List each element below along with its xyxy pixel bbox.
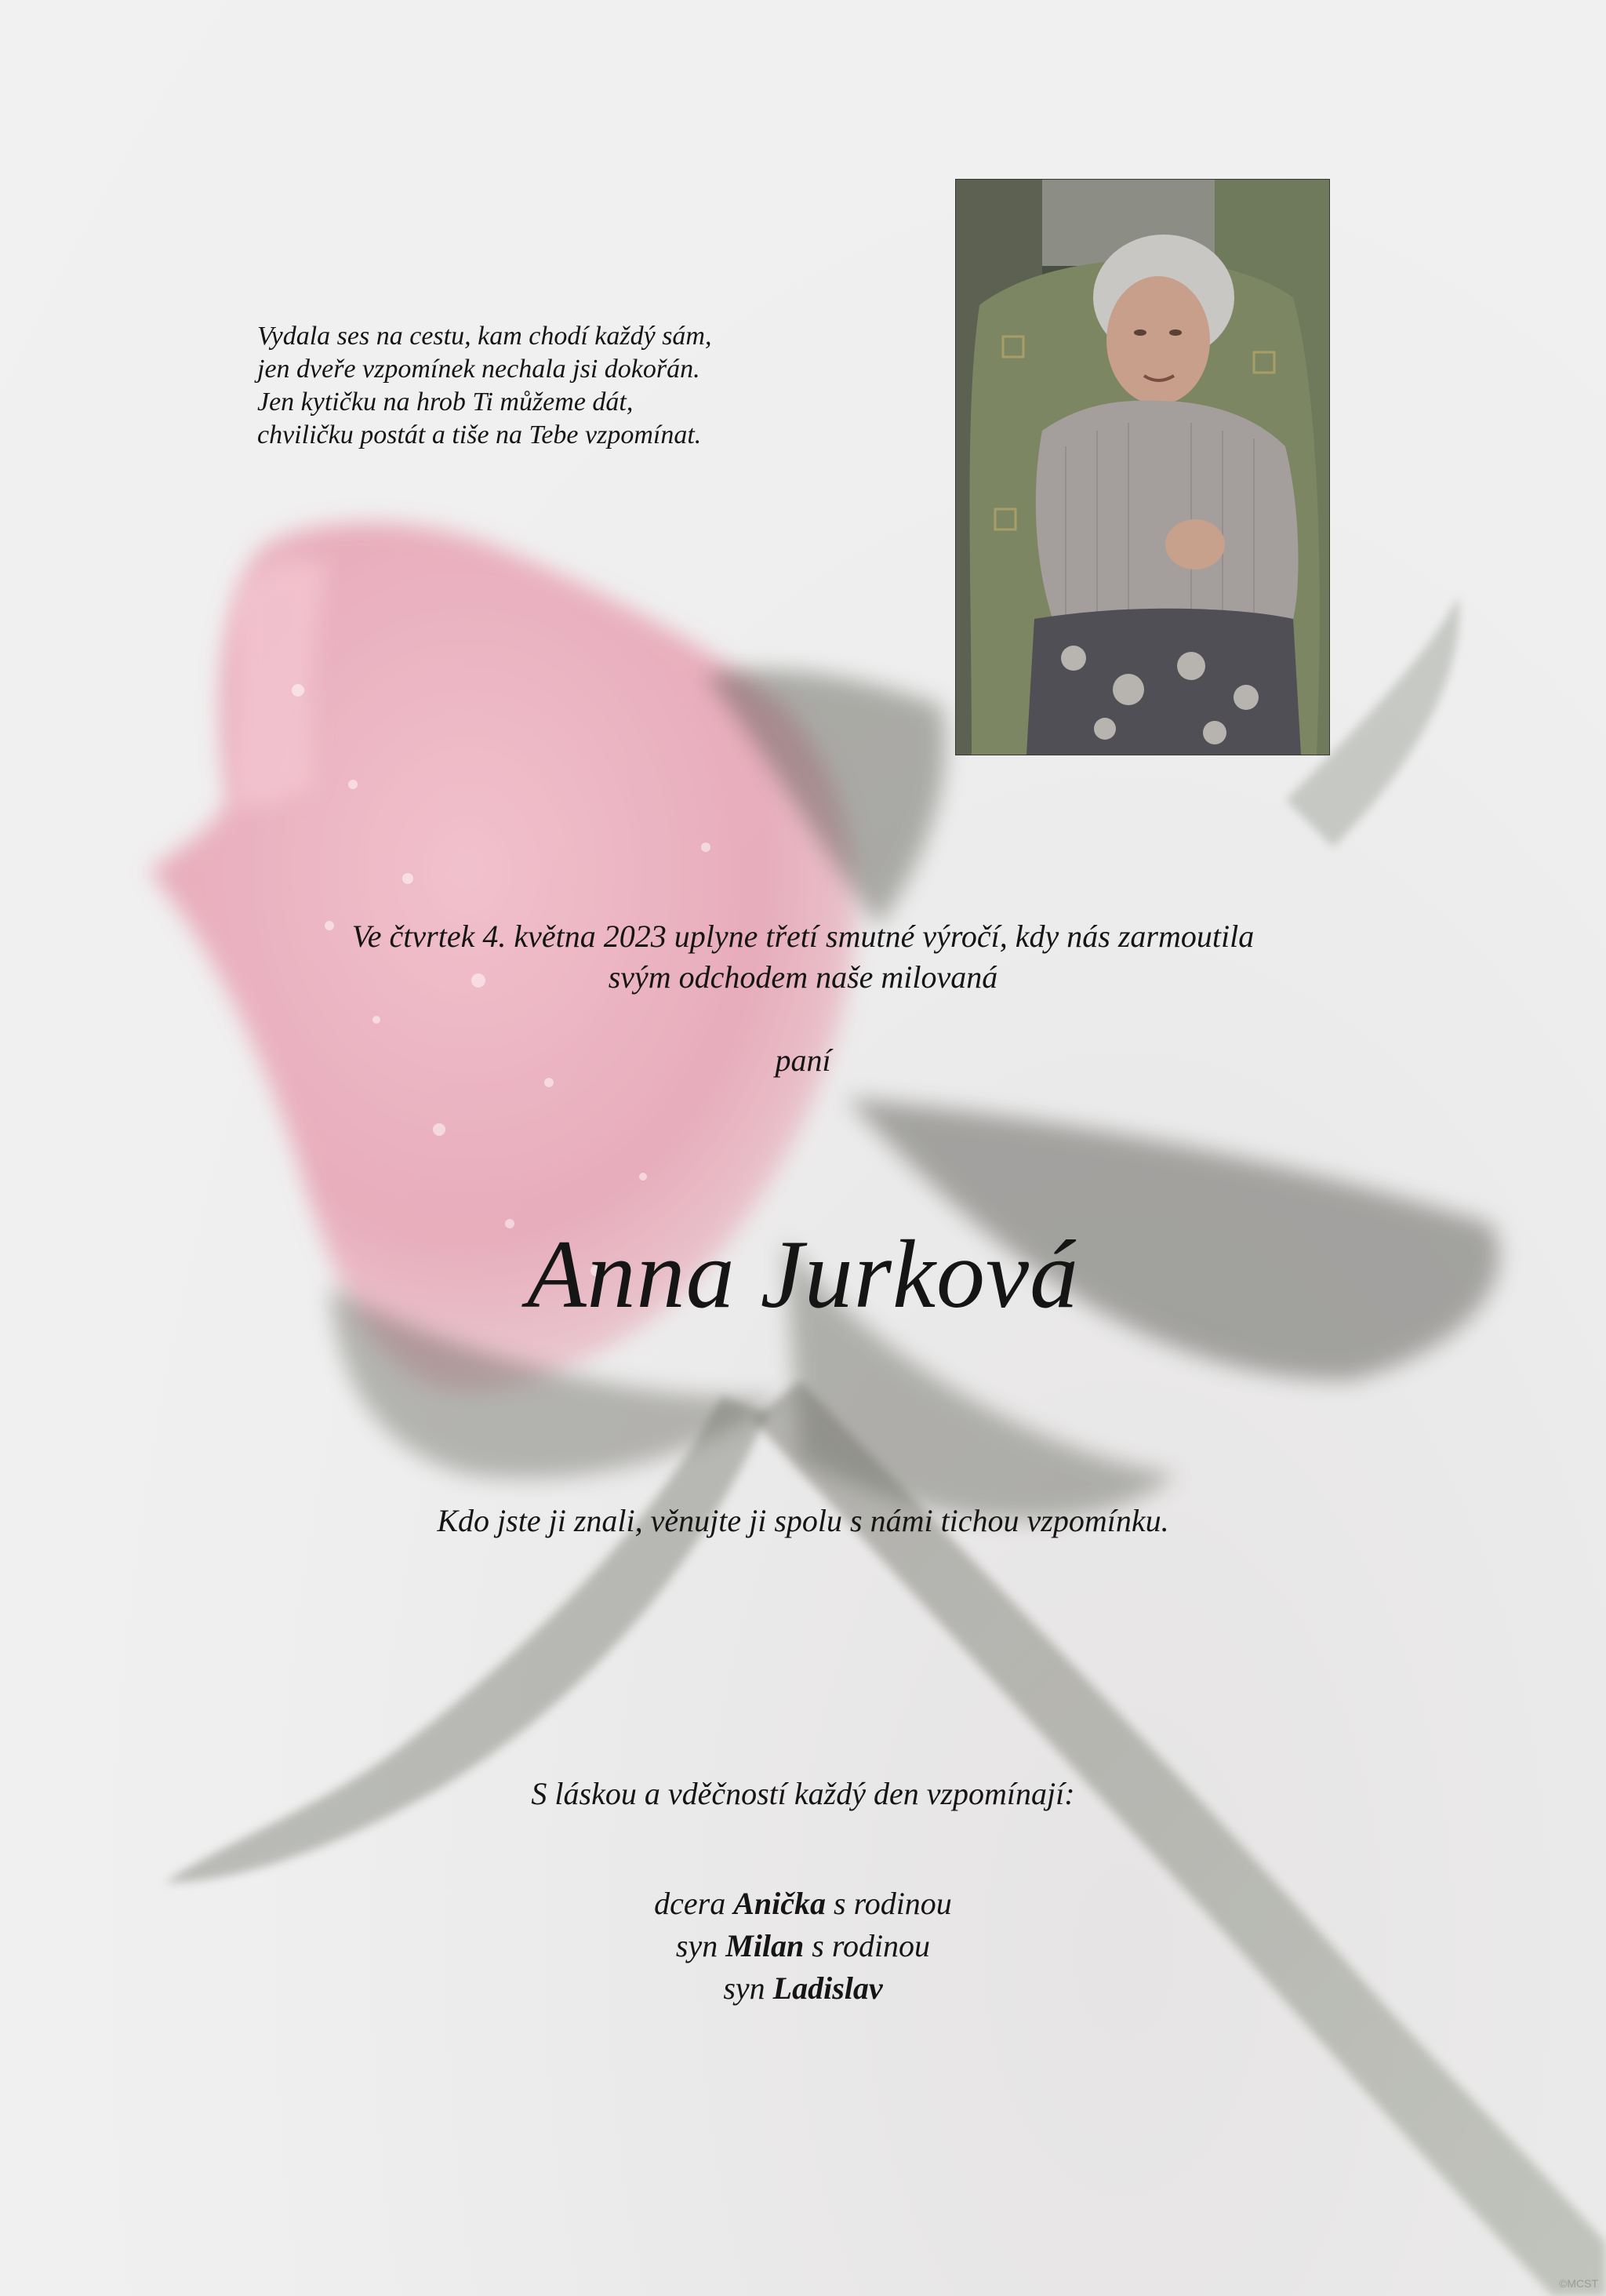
verse-line: chviličku postát a tiše na Tebe vzpomínat. <box>257 420 702 449</box>
announcement-line-1: Ve čtvrtek 4. května 2023 uplyne třetí smutné výročí, kdy nás zarmoutila <box>351 919 1255 954</box>
portrait-photo <box>956 180 1329 755</box>
announcement-text <box>235 916 1371 998</box>
mourners-intro: S láskou a vděčností každý den vzpomínají: <box>531 1776 1075 1811</box>
verse-line: Jen kytičku na hrob Ti můžeme dát, <box>257 388 634 417</box>
announcement-line-2: svým odchodem naše milovaná <box>608 959 998 995</box>
memorial-verse <box>257 320 822 452</box>
copyright-mark: ©MCST <box>1559 2277 1598 2290</box>
family-member: syn Milan s rodinou <box>675 1928 931 1963</box>
verse-line: Vydala ses na cestu, kam chodí každý sám, <box>257 322 712 351</box>
honorific: paní <box>775 1042 831 1078</box>
family-member: syn Ladislav <box>723 1970 883 2006</box>
deceased-name: Anna Jurková <box>526 1221 1080 1328</box>
family-member: dcera Anička s rodinou <box>654 1886 952 1921</box>
remembrance-request: Kdo jste ji znali, věnujte ji spolu s námi tichou vzpomínku. <box>437 1503 1169 1538</box>
verse-line: jen dveře vzpomínek nechala jsi dokořán. <box>257 355 700 384</box>
family-list <box>471 1883 1135 2010</box>
